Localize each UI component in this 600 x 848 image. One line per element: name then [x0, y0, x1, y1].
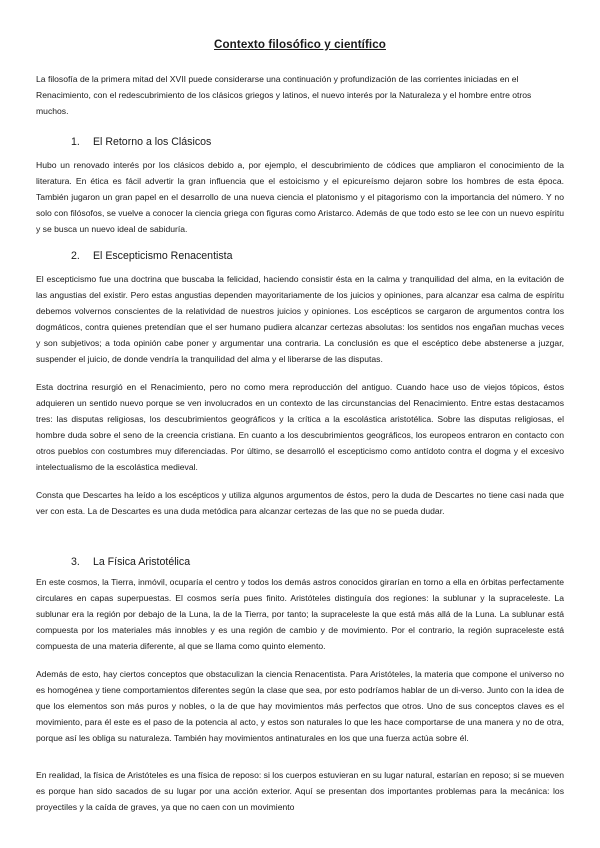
section-number: 3.: [71, 556, 80, 568]
section-number: 1.: [71, 136, 80, 148]
section-title: La Física Aristotélica: [92, 556, 191, 568]
section-2-paragraph-2: Esta doctrina resurgió en el Renacimiento, pero no como mera reproducción del antiguo. Cuando hace uso de viejos tópicos, éstos adquieren un sentido nuevo porque se ven involucrados en un contexto de las circunstancias del Renacimiento. Entre estas destacamos tres: las disputas religiosas, los descubrimientos geográficos y la crítica a la escolástica aristotélica. Sobre las disputas religiosas, el hombre duda sobre el seno de la creencia cristiana. En cuanto a los descubrimientos geográficos, los europeos entraron en contacto con otros pueblos con costumbres muy diferenciadas. Por último, se desarrolló el escepticismo como antídoto contra el dogma y el excesivo intelectualismo de la escolástica medieval.: [36, 382, 564, 472]
section-3-paragraph-1: En este cosmos, la Tierra, inmóvil, ocuparía el centro y todos los demás astros conocidos girarían en torno a ella en órbitas perfectamente circulares en capas superpuestas. El cosmos sería pues finito. Aristóteles distinguía dos regiones: la sublunar y la supraceleste. La sublunar era la región por debajo de la Luna, la de la Tierra, por tanto; la supraceleste la que está más allá de la Luna. La sublunar está compuesta por los materiales más innobles y es una región de cambio y de movimiento. Por el contrario, la región supraceleste está compuesta de una materia diferente, al que se llama como quinto elemento.: [36, 577, 564, 651]
section-2-paragraph-1: El escepticismo fue una doctrina que buscaba la felicidad, haciendo consistir ésta en la calma y tranquilidad del alma, en la evitación de las angustias del existir. Pero estas angustias dependen mayoritariamente de los juicios y opiniones, para alcanzar esa calma de espíritu debemos volvernos conscientes de la relatividad de nuestros juicios y opiniones. Los escépticos se cargaron de argumentos contra los dogmáticos, contra quienes pretendían que el ser humano pudiera alcanzar certezas absolutas: los sentidos nos engañan muchas veces y son subjetivos; a toda opinión cabe poner y argumentar una contraria. La conclusión es que el escéptico debe abstenerse a juzgar, suspender el juicio, de donde vendría la tranquilidad del alma y el liberarse de las disputas.: [36, 274, 564, 364]
section-number: 2.: [71, 250, 80, 262]
section-3-paragraph-3: En realidad, la física de Aristóteles es una física de reposo: si los cuerpos estuvieran en su lugar natural, estarían en reposo; si se mueven es porque han sido sacados de su lugar por una acción exterior. Aquí se presentan dos importantes problemas para la mecánica: los proyectiles y la caída de graves, ya que no caen con un movimiento: [36, 770, 564, 812]
section-heading-2: [71, 250, 233, 262]
section-3-paragraph-2: Además de esto, hay ciertos conceptos que obstaculizan la ciencia Renacentista. Para Aristóteles, la materia que compone el universo no es homogénea y tiene comportamientos diferentes según la clase que sea, por esto podríamos hablar de un di-verso. Junto con la idea de que los elementos son más puros y nobles, o la de que hay movimientos más perfectos que otros. Uno de sus conceptos claves es el movimiento, para él este es el paso de la potencia al acto, y estos son naturales lo que les hace comportarse de una manera y no de otra, porque así les obliga su naturaleza. También hay movimientos antinaturales en los que una fuerza actúa sobre él.: [36, 669, 564, 743]
section-heading-3: [71, 556, 190, 568]
section-heading-1: [71, 136, 211, 148]
document-title: Contexto filosófico y científico: [214, 38, 386, 51]
section-1-paragraph-1: Hubo un renovado interés por los clásicos debido a, por ejemplo, el descubrimiento de códices que ampliaron el conocimiento de la literatura. En ética es fácil advertir la gran influencia que el estoicismo y el epicureísmo dejaron sobre los hombres de esta época. También jugaron un gran papel en el desarrollo de una nueva ciencia el platonismo y el pitagorismo con la importancia del número. Y no solo con filósofos, se vuelve a conocer la ciencia griega con figuras como Aristarco. Además de que todo esto se lee con un nuevo espíritu y se busca un nuevo ideal de sabiduría.: [36, 160, 564, 234]
section-title: El Retorno a los Clásicos: [92, 136, 212, 148]
section-title: El Escepticismo Renacentista: [92, 250, 233, 262]
intro-paragraph: La filosofía de la primera mitad del XVII puede considerarse una continuación y profundización de las corrientes iniciadas en el Renacimiento, con el redescubrimiento de los clásicos griegos y latinos, el nuevo interés por la Naturaleza y el hombre entre otros muchos.: [36, 74, 532, 116]
section-2-paragraph-3: Consta que Descartes ha leído a los escépticos y utiliza algunos argumentos de éstos, pero la duda de Descartes no tiene casi nada que ver con esta. La de Descartes es una duda metódica para alcanzar certezas de las que no se pueda dudar.: [36, 490, 564, 516]
